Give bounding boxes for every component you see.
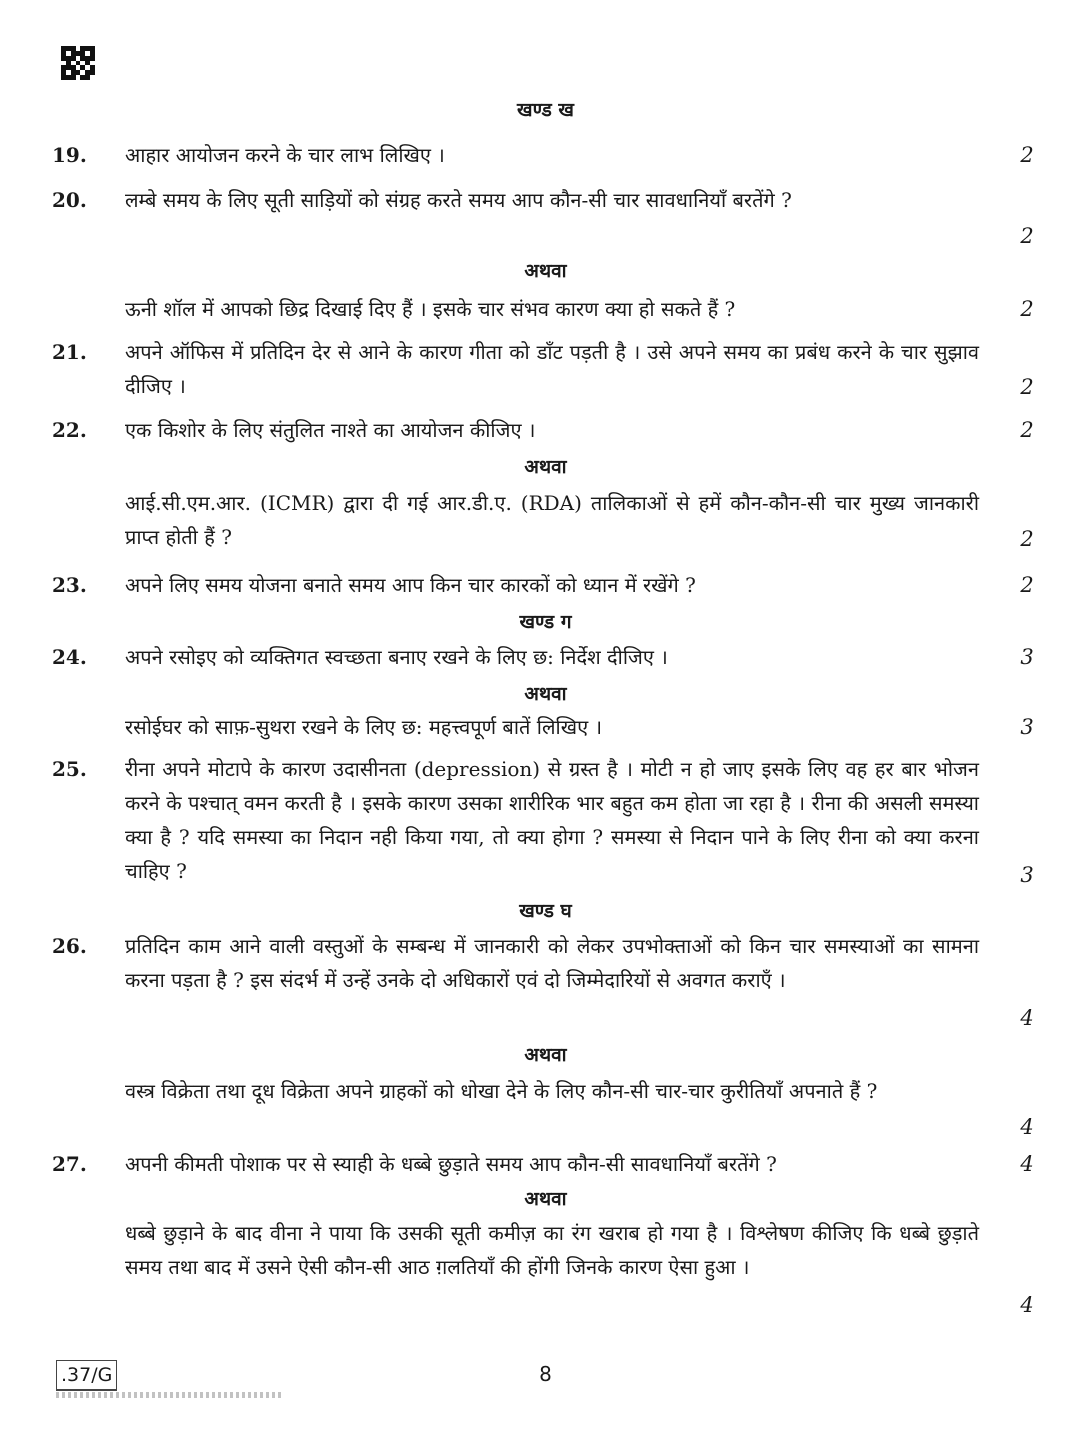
question-text: एक किशोर के लिए संतुलित नाश्ते का आयोजन कीजिए । xyxy=(125,418,536,442)
or-label: अथवा xyxy=(524,260,567,282)
question-marks: 2 xyxy=(1020,143,1034,167)
alternative-question-marks: 4 xyxy=(1020,1115,1034,1139)
alternative-question-text: ऊनी शॉल में आपको छिद्र दिखाई दिए हैं । इसके चार संभव कारण क्या हो सकते हैं ? xyxy=(125,297,736,321)
question-text: अपने रसोइए को व्यक्तिगत स्वच्छता बनाए रखने के लिए छ: निर्देश दीजिए । xyxy=(125,645,668,669)
section-heading-c: खण्ड ग xyxy=(519,611,572,633)
or-label: अथवा xyxy=(524,683,567,705)
alternative-question-text: धब्बे छुड़ाने के बाद वीना ने पाया कि उसकी सूती कमीज़ का रंग खराब हो गया है । विश्लेषण कीजिए कि धब्बे छुड़ाते समय तथा बाद में उसने ऐसी कौन-सी आठ ग़लतियाँ की होंगी जिनके कारण ऐसा हुआ । xyxy=(125,1221,979,1279)
question-number: 22. xyxy=(52,418,87,442)
question-number: 23. xyxy=(52,573,87,597)
alternative-question-text: वस्त्र विक्रेता तथा दूध विक्रेता अपने ग्राहकों को धोखा देने के लिए कौन-सी चार-चार कुरीतियाँ अपनाते हैं ? xyxy=(125,1079,878,1103)
question-marks: 2 xyxy=(1020,573,1034,597)
question-marks: 3 xyxy=(1020,863,1034,887)
or-label: अथवा xyxy=(524,1188,567,1210)
question-text: लम्बे समय के लिए सूती साड़ियों को संग्रह करते समय आप कौन-सी चार सावधानियाँ बरतेंगे ? xyxy=(125,188,792,212)
question-text: अपनी कीमती पोशाक पर से स्याही के धब्बे छुड़ाते समय आप कौन-सी सावधानियाँ बरतेंगे ? xyxy=(125,1152,777,1176)
question-marks: 4 xyxy=(1020,1152,1034,1176)
paper-code: .37/G xyxy=(56,1360,117,1391)
question-number: 20. xyxy=(52,188,87,212)
micro-text-strip xyxy=(56,1392,281,1398)
or-label: अथवा xyxy=(524,456,567,478)
question-number: 26. xyxy=(52,934,87,958)
section-heading-d: खण्ड घ xyxy=(519,900,572,922)
alternative-question-text: आई.सी.एम.आर. (ICMR) द्वारा दी गई आर.डी.ए. (RDA) तालिकाओं से हमें कौन-कौन-सी चार मुख्य जानकारी प्राप्त होती हैं ? xyxy=(125,491,979,549)
question-number: 24. xyxy=(52,645,87,669)
question-number: 25. xyxy=(52,757,87,781)
section-heading-b: खण्ड ख xyxy=(517,99,574,121)
alternative-question-marks: 3 xyxy=(1020,715,1034,739)
alternative-question-marks: 2 xyxy=(1020,527,1034,551)
alternative-question-text: रसोईघर को साफ़-सुथरा रखने के लिए छ: महत्त्वपूर्ण बातें लिखिए । xyxy=(125,715,603,739)
page-number: 8 xyxy=(539,1362,552,1386)
question-marks: 2 xyxy=(1020,375,1034,399)
question-number: 27. xyxy=(52,1152,87,1176)
question-marks: 4 xyxy=(1020,1006,1034,1030)
question-marks: 2 xyxy=(1020,418,1034,442)
question-number: 19. xyxy=(52,143,87,167)
alternative-question-marks: 4 xyxy=(1020,1293,1034,1317)
question-text: आहार आयोजन करने के चार लाभ लिखिए । xyxy=(125,143,445,167)
or-label: अथवा xyxy=(524,1044,567,1066)
qr-code-icon xyxy=(61,46,95,80)
question-number: 21. xyxy=(52,340,87,364)
alternative-question-marks: 2 xyxy=(1020,297,1034,321)
question-marks: 2 xyxy=(1020,224,1034,248)
question-text: रीना अपने मोटापे के कारण उदासीनता (depression) से ग्रस्त है । मोटी न हो जाए इसके लिए वह हर बार भोजन करने के पश्चात् वमन करती है । इसके कारण उसका शारीरिक भार बहुत कम होता जा रहा है । रीना की असली समस्या क्या है ? यदि समस्या का निदान नही किया गया, तो क्या होगा ? समस्या से निदान पाने के लिए रीना को क्या करना चाहिए ? xyxy=(125,757,979,883)
question-marks: 3 xyxy=(1020,645,1034,669)
question-text: अपने लिए समय योजना बनाते समय आप किन चार कारकों को ध्यान में रखेंगे ? xyxy=(125,573,696,597)
question-text: प्रतिदिन काम आने वाली वस्तुओं के सम्बन्ध में जानकारी को लेकर उपभोक्ताओं को किन चार समस्याओं का सामना करना पड़ता है ? इस संदर्भ में उन्हें उनके दो अधिकारों एवं दो जिम्मेदारियों से अवगत कराएँ । xyxy=(125,934,979,992)
question-text: अपने ऑफिस में प्रतिदिन देर से आने के कारण गीता को डाँट पड़ती है । उसे अपने समय का प्रबंध करने के चार सुझाव दीजिए । xyxy=(125,340,979,398)
